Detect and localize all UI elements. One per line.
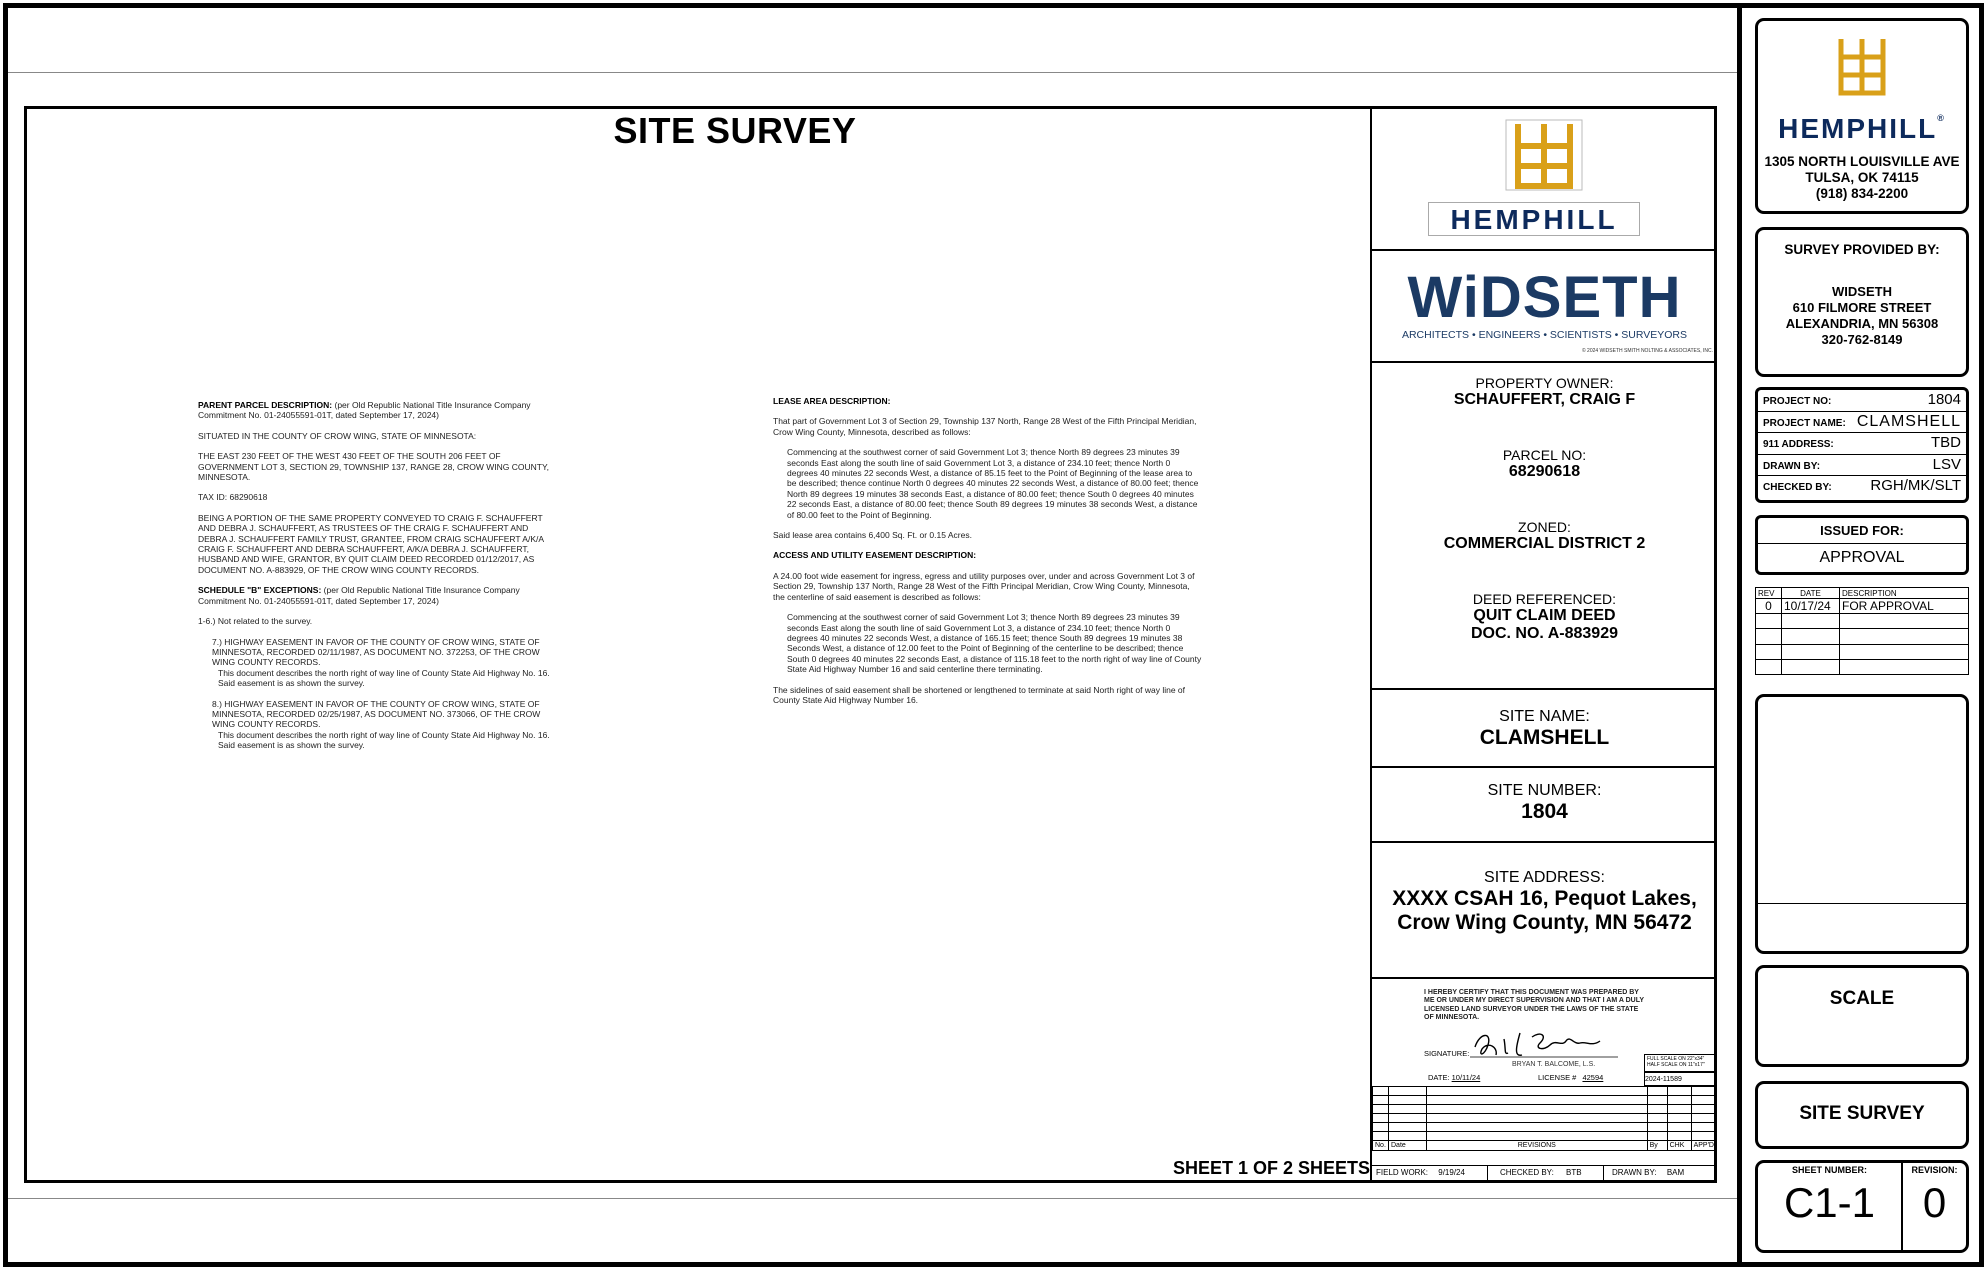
hemphill-wordmark: HEMPHILL: [1428, 202, 1640, 236]
top-guide-line: [8, 72, 1737, 73]
site-address-block: [1372, 843, 1717, 979]
site-name-value: CLAMSHELL: [1479, 726, 1610, 749]
company-wordmark: HEMPHILL®: [1778, 113, 1946, 144]
lease-area-heading: LEASE AREA DESCRIPTION:: [773, 396, 891, 406]
deed-label: DEED REFERENCED:: [1472, 591, 1617, 607]
checked-by-row: CHECKED BY: RGH/MK/SLT: [1763, 477, 1961, 494]
lease-area-size: Said lease area contains 6,400 Sq. Ft. or 0.15 Acres.: [773, 530, 972, 541]
exception-7-note: This document describes the north right of way line of County State Aid Highway No. 16. Said easement is as shown the survey.: [218, 667, 550, 689]
sheet-number: C1-1: [1783, 1179, 1876, 1226]
lease-area-body: Commencing at the southwest corner of said Government Lot 3; thence North 89 degrees 23 minutes 39 seconds East along the south line of said Government Lot 3, a distance of 234.10 feet; thence North 0 degrees 40 minutes 22 seconds West, a distance of 85.15 feet to the Point of Beginning of the lease area to be described; thence continue North 0 degrees 40 minutes 22 seconds West, a distance of 80.00 feet; thence North 89 degrees 19 minutes 38 seconds East, a distance of 80.00 feet; thence South 0 degrees 40 minutes 22 seconds East, a distance of 80.00 feet; thence South 89 degrees 19 minutes 38 seconds West, a distance of 80.00 feet to the Point of Beginning.: [787, 447, 1199, 520]
drawn-by-row: DRAWN BY: LSV: [1758, 455, 1966, 477]
revision-history: [1755, 587, 1969, 675]
sheet-title: SITE SURVEY: [613, 110, 857, 151]
drawing-title-box: [1755, 1081, 1969, 1149]
sheet-count: SHEET 1 OF 2 SHEETS: [1172, 1158, 1370, 1178]
revisions-table: [1372, 1086, 1717, 1151]
legal-description: THE EAST 230 FEET OF THE WEST 430 FEET OF THE SOUTH 206 FEET OF GOVERNMENT LOT 3, SECTION 29, TOWNSHIP 137, RANGE 28, CROW WING COUNTY, MINNESOTA.: [198, 451, 549, 483]
lease-area-column: [773, 396, 1203, 715]
field-work-row: FIELD WORK: 9/19/24 CHECKED BY: BTB DRAWN BY: BAM: [1372, 1165, 1717, 1181]
revision-cell: REVISION: 0: [1903, 1163, 1966, 1250]
tax-id: TAX ID: 68290618: [198, 492, 268, 503]
zoned-label: ZONED:: [1518, 519, 1571, 535]
issued-for-label: ISSUED FOR:: [1758, 518, 1966, 544]
parent-parcel-column: [198, 400, 558, 761]
site-number-label: SITE NUMBER:: [1487, 782, 1602, 799]
easement-sidelines: The sidelines of said easement shall be shortened or lengthened to terminate at said North right of way line of County State Aid Highway Number 16.: [773, 684, 1186, 705]
sheet-number-cell: SHEET NUMBER: C1-1: [1758, 1163, 1903, 1250]
hemphill-logo-icon: [1833, 35, 1891, 97]
cert-date: DATE: 10/11/24: [1428, 1073, 1481, 1082]
address-911-row: 911 ADDRESS: TBD: [1758, 433, 1966, 455]
exception-8-note: This document describes the north right of way line of County State Aid Highway No. 16. Said easement is as shown the survey.: [218, 729, 550, 751]
surveyor-box: [1755, 227, 1969, 377]
company-box: [1755, 18, 1969, 214]
parent-parcel-heading: PARENT PARCEL DESCRIPTION: (per Old Republic National Title Insurance Company Commitment No. 01-24055591-01T, dated September 17, 2024): [198, 400, 531, 421]
title-block: [1370, 106, 1717, 1183]
sheet-number-box: [1755, 1160, 1969, 1253]
revisions-header-row: No. Date REVISIONS By CHK APP'D: [1373, 1141, 1717, 1151]
revision-table: [1755, 587, 1969, 675]
site-name-label: SITE NAME:: [1499, 708, 1590, 725]
project-name-row: PROJECT NAME: CLAMSHELL: [1758, 412, 1966, 434]
widseth-logo-block: [1372, 251, 1717, 363]
frame-divider: [1737, 3, 1742, 1267]
surveyor-address: WIDSETH 610 FILMORE STREET ALEXANDRIA, MN 56308 320-762-8149: [1785, 284, 1939, 347]
stamp-divider: [1758, 903, 1966, 904]
company-address: 1305 NORTH LOUISVILLE AVE TULSA, OK 74115 (918) 834-2200: [1764, 154, 1960, 201]
signer-name: BRYAN T. BALCOME, L.S.: [1512, 1061, 1596, 1068]
site-number-value: 1804: [1521, 800, 1568, 823]
survey-by-label: SURVEY PROVIDED BY:: [1784, 242, 1940, 257]
signature-graphic: [1470, 1027, 1620, 1063]
project-no-row: PROJECT NO: 1804: [1758, 390, 1966, 412]
easement-body: Commencing at the southwest corner of said Government Lot 3; thence North 89 degrees 23 minutes 39 seconds East along the south line of said Government Lot 3, a distance of 234.10 feet; thence North 0 degrees 40 minutes 22 seconds West, a distance of 165.15 feet; thence South 89 degrees 19 minutes 38 Seconds West, a distance of 12.00 feet to the Point of Beginning of the centerline to be described; thence South 0 degrees 40 minutes 22 seconds East, a distance of 115.18 feet to the north right of way line of County State Aid Highway Number 16 and said centerline there terminating.: [787, 612, 1202, 675]
lease-area-intro: That part of Government Lot 3 of Section 29, Township 137 North, Range 28 West of the Fifth Principal Meridian, Crow Wing County, Minnesota, described as follows:: [773, 416, 1197, 437]
scale-box: [1755, 965, 1969, 1067]
owner-label: PROPERTY OWNER:: [1475, 375, 1614, 391]
hemphill-logo-icon: [1504, 118, 1584, 192]
stamp-box: [1755, 694, 1969, 954]
parcel-label: PARCEL NO:: [1502, 447, 1587, 463]
revision-header-row: REV DATE DESCRIPTION: [1756, 588, 1969, 599]
revision-row: 0 10/17/24 FOR APPROVAL: [1756, 599, 1969, 614]
job-number: 2024-11589: [1644, 1072, 1716, 1086]
schedule-b-heading: SCHEDULE "B" EXCEPTIONS: (per Old Republic National Title Insurance Company Commitment No. 01-24055591-01T, dated September 17, 2024): [198, 585, 520, 606]
easement-heading: ACCESS AND UTILITY EASEMENT DESCRIPTION:: [773, 550, 977, 561]
site-address-line1: XXXX CSAH 16, Pequot Lakes,: [1392, 887, 1697, 910]
widseth-tagline: ARCHITECTS • ENGINEERS • SCIENTISTS • SURVEYORS: [1401, 329, 1688, 341]
widseth-copyright: © 2024 WIDSETH SMITH NOLTING & ASSOCIATES, INC.: [1581, 348, 1713, 354]
issued-for-box: [1755, 515, 1969, 575]
conveyance-text: BEING A PORTION OF THE SAME PROPERTY CONVEYED TO CRAIG F. SCHAUFFERT AND DEBRA J. SCHAUFFERT, AS TRUSTEES OF THE CRAIG F. SCHAUFFERT AND DEBRA J. SCHAUFFERT FAMILY TRUST, GRANTEE, FROM CRAIG SCHAUFFERT A/K/A CRAIG F. SCHAUFFERT AND DEBRA SCHAUFFERT, A/K/A DEBRA J. SCHAUFFERT, HUSBAND AND WIFE, GRANTOR, BY QUIT CLAIM DEED RECORDED 01/12/2017, AS DOCUMENT NO. A-883929, OF THE CROW WING COUNTY RECORDS.: [198, 512, 544, 575]
site-number-block: [1372, 768, 1717, 843]
signature-line: SIGNATURE:: [1424, 1049, 1470, 1058]
exception-1-6: 1-6.) Not related to the survey.: [198, 616, 313, 627]
site-name-block: [1372, 690, 1717, 768]
certify-text: I HEREBY CERTIFY THAT THIS DOCUMENT WAS PREPARED BY ME OR UNDER MY DIRECT SUPERVISION AND THAT I AM A DULY LICENSED LAND SURVEYOR UNDER THE LAWS OF THE STATE OF MINNESOTA.: [1424, 989, 1644, 1022]
site-address-line2: Crow Wing County, MN 56472: [1397, 911, 1692, 934]
parcel-value: 68290618: [1508, 463, 1581, 480]
project-info-box: [1755, 387, 1969, 503]
owner-value: SCHAUFFERT, CRAIG F: [1453, 391, 1636, 408]
zoned-value: COMMERCIAL DISTRICT 2: [1443, 535, 1646, 552]
scale-label: SCALE: [1829, 988, 1895, 1009]
drawing-title: SITE SURVEY: [1799, 1103, 1925, 1124]
exception-7: 7.) HIGHWAY EASEMENT IN FAVOR OF THE COUNTY OF CROW WING, STATE OF MINNESOTA, RECORDED 02/11/1987, AS DOCUMENT NO. 372253, OF THE CROW WING COUNTY RECORDS.: [212, 636, 540, 668]
property-info-block: [1372, 363, 1717, 690]
scale-note: FULL SCALE ON 22"x34" HALF SCALE ON 11"x17": [1644, 1054, 1716, 1072]
bottom-guide-line: [8, 1198, 1737, 1199]
deed-value-1: QUIT CLAIM DEED: [1473, 607, 1616, 624]
issued-for-value: APPROVAL: [1819, 549, 1905, 566]
license-number: LICENSE # 42594: [1538, 1073, 1604, 1082]
easement-intro: A 24.00 foot wide easement for ingress, egress and utility purposes over, under and across Government Lot 3 of Section 29, Township 137 North, Range 28 West of the Fifth Principal Meridian, Crow Wing County, Minnesota, the centerline of said easement is described as follows:: [773, 570, 1195, 602]
revision-number: 0: [1922, 1179, 1947, 1226]
deed-value-2: DOC. NO. A-883929: [1470, 625, 1618, 642]
exception-8: 8.) HIGHWAY EASEMENT IN FAVOR OF THE COUNTY OF CROW WING, STATE OF MINNESOTA, RECORDED 02/25/1987, AS DOCUMENT NO. 373066, OF THE CROW WING COUNTY RECORDS.: [212, 698, 541, 730]
hemphill-logo-block: [1372, 106, 1717, 251]
widseth-wordmark: WiDSETH: [1407, 265, 1682, 330]
situated-text: SITUATED IN THE COUNTY OF CROW WING, STATE OF MINNESOTA:: [198, 430, 477, 441]
site-address-label: SITE ADDRESS:: [1484, 869, 1605, 886]
